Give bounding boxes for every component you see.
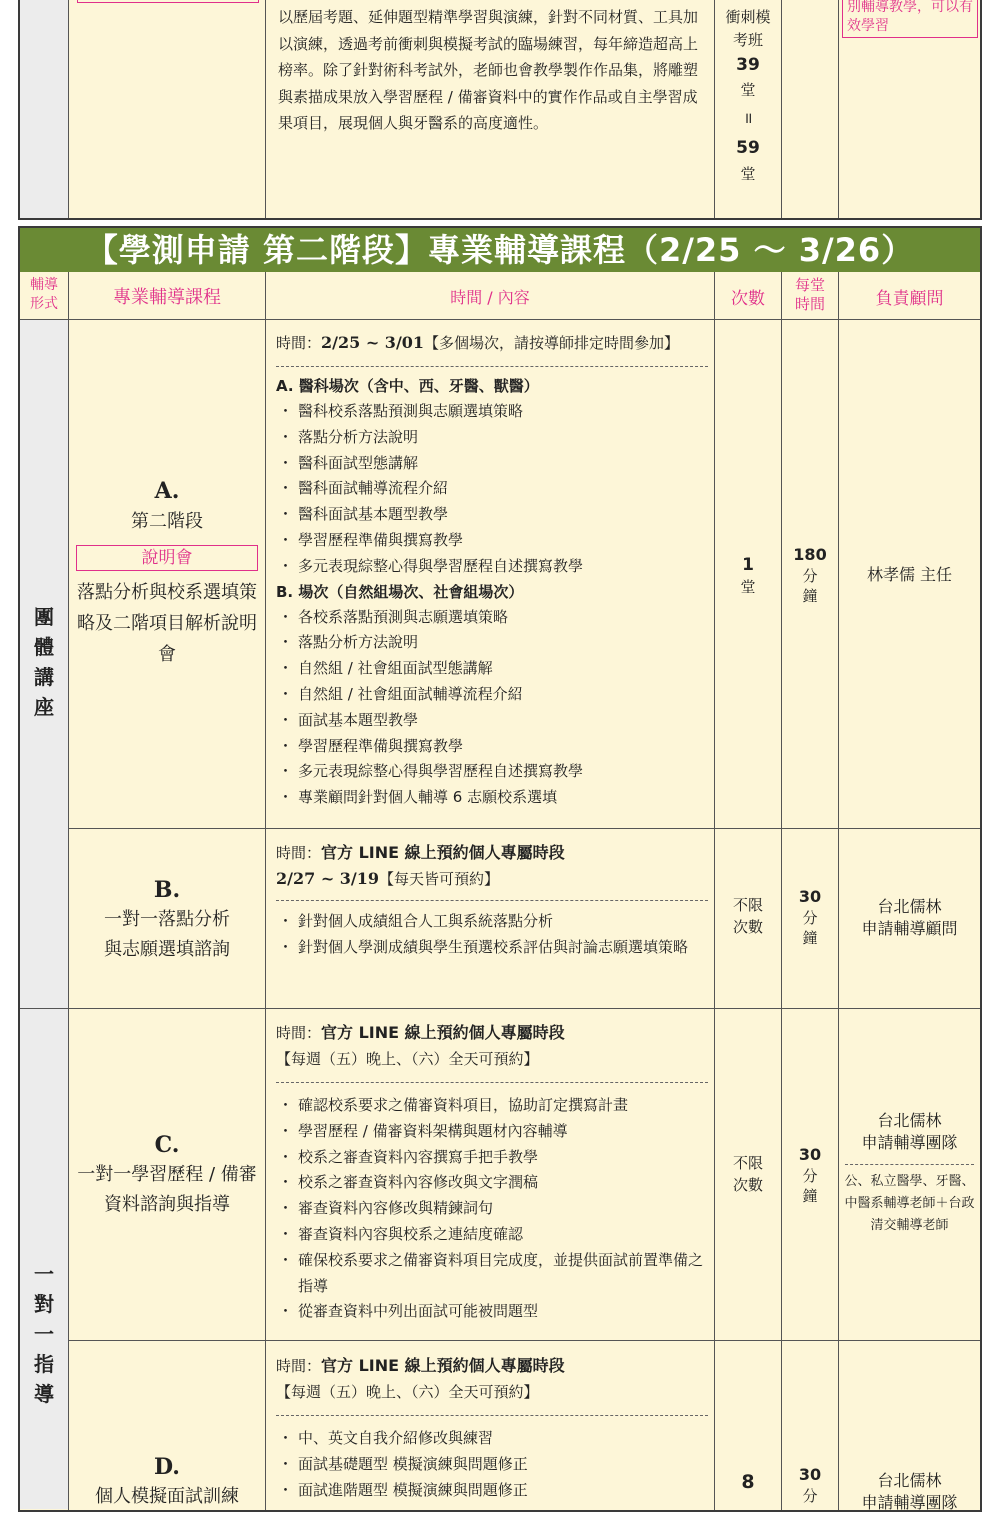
list-item: ・ 針對個人成績組合人工與系統落點分析 bbox=[276, 909, 708, 935]
group-lecture-label: 團體講座 bbox=[34, 605, 54, 719]
list-item: ・ 專業顧問針對個人輔導 6 志願校系選填 bbox=[276, 785, 708, 811]
course-a-list-general bbox=[276, 605, 708, 811]
course-a: A. 第二階段 說明會 落點分析與校系選填策略及二階項目解析說明會 bbox=[77, 478, 257, 665]
one-on-one-cell bbox=[20, 1009, 68, 1509]
course-d-count: 8 bbox=[741, 1471, 755, 1493]
course-d-advisor: 台北儒林 申請輔導團隊 bbox=[861, 1471, 958, 1512]
list-item: ・ 各校系落點預測與志願選填策略 bbox=[276, 605, 708, 631]
list-item: ・ 學習歷程準備與撰寫教學 bbox=[276, 528, 708, 554]
course-c-list bbox=[276, 1093, 708, 1325]
top-form-cell bbox=[20, 0, 68, 218]
course-a-advisor: 林孝儒 主任 bbox=[866, 565, 953, 584]
list-item: ・ 多元表現綜整心得與學習歷程自述撰寫教學 bbox=[276, 554, 708, 580]
top-course-cell bbox=[69, 0, 265, 218]
top-course-badge bbox=[77, 0, 259, 3]
list-item: ・ 面試進階題型 模擬演練與問題修正 bbox=[276, 1478, 708, 1504]
list-item: ・ 自然組 / 社會組面試輔導流程介紹 bbox=[276, 682, 708, 708]
col-form-header: 輔導形式 bbox=[30, 277, 58, 312]
list-item: ・ 學習歷程 / 備審資料架構與題材內容輔導 bbox=[276, 1119, 708, 1145]
col-count-header: 次數 bbox=[731, 289, 765, 309]
top-description: 以歷屆考題、延伸題型精準學習與演練，針對不同材質、工具加以演練，透過考前衝刺與模擬考試的臨場練習，每年締造超高上榜率。除了針對術科考試外，老師也會教學製作作品集，將雕塑與素描成果放入學習歷程 / 備審資料中的實作作品或自主學習成果項目，展現個人與牙醫系的高度適性。 bbox=[278, 8, 699, 132]
course-a-count: 1 堂 bbox=[740, 555, 756, 596]
col-content-header: 時間 / 內容 bbox=[450, 288, 530, 307]
course-c-duration: 30 分 鐘 bbox=[798, 1145, 822, 1205]
list-item: ・ 面試基礎題型 模擬演練與問題修正 bbox=[276, 1452, 708, 1478]
course-a-content: 時間：2/25 ~ 3/01【多個場次，請按導師排定時間參加】 A. 醫科場次（含中、西、牙醫、獸醫） ・ 醫科校系落點預測與志願選填策略 ・ 落點分析方法說明 ・ 醫科面試型態講解 ・ 醫科面試輔導流程介紹 ・ 醫科面試基本題型教學 ・ 學習歷程準備與撰寫教學 ・ 多元表現綜整心得與學習歷程自述撰寫教學 B. 場次（自然組場次、社會組場次） ・ 各校系落點預測與志願選填策略 ・ 落點分析方法說明 ・ 自然組 / 社會組面試型態講解 ・ 自然組 / 社會組面試輔導流程介紹 ・ 面試基本題型教學 ・ 學習歷程準備與撰寫教學 ・ 多元表現綜整心得與學習歷程自述撰寫教學 ・ 專業顧問針對個人輔導 6 志願校系選填 bbox=[276, 330, 708, 811]
course-c: C. 一對一學習歷程 / 備審資料諮詢與指導 bbox=[77, 1132, 257, 1215]
list-item: ・ 審查資料內容與校系之連結度確認 bbox=[276, 1222, 708, 1248]
course-c-count: 不限 次數 bbox=[732, 1154, 763, 1194]
list-item: ・ 面試基本題型教學 bbox=[276, 708, 708, 734]
course-d-duration: 30 分 bbox=[798, 1465, 822, 1505]
list-item: ・ 落點分析方法說明 bbox=[276, 630, 708, 656]
course-a-badge: 說明會 bbox=[76, 545, 258, 571]
list-item: ・ 針對個人學測成績與學生預選校系評估與討論志願選填策略 bbox=[276, 935, 708, 961]
list-item: ・ 校系之審查資料內容修改與文字潤稿 bbox=[276, 1170, 708, 1196]
group-lecture-cell bbox=[20, 320, 68, 1008]
course-a-duration: 180 分 鐘 bbox=[793, 545, 827, 605]
course-a-list-medical bbox=[276, 399, 708, 580]
course-b-duration: 30 分 鐘 bbox=[798, 887, 822, 947]
course-c-advisor: 台北儒林 申請輔導團隊 公、私立醫學、牙醫、中醫系輔導老師＋台政清交輔導老師 bbox=[839, 1110, 980, 1237]
top-course-table bbox=[18, 0, 982, 220]
list-item: ・ 中、英文自我介紹修改與練習 bbox=[276, 1426, 708, 1452]
top-advisor-note: 別輔導教學，可以有效學習 bbox=[842, 0, 978, 38]
course-b-list bbox=[276, 909, 708, 961]
list-item: ・ 醫科校系落點預測與志願選填策略 bbox=[276, 399, 708, 425]
course-b-count: 不限 次數 bbox=[732, 896, 763, 936]
col-course-header: 專業輔導課程 bbox=[113, 287, 221, 308]
list-item: ・ 學習歷程準備與撰寫教學 bbox=[276, 734, 708, 760]
course-d: D. 個人模擬面試訓練 bbox=[95, 1454, 239, 1507]
course-b-advisor: 台北儒林 申請輔導顧問 bbox=[861, 897, 958, 938]
col-duration-header: 每堂時間 bbox=[794, 276, 825, 313]
course-d-content: 時間：官方 LINE 線上預約個人專屬時段 【每週（五）晚上、（六）全天可預約】 ・ 中、英文自我介紹修改與練習 ・ 面試基礎題型 模擬演練與問題修正 ・ 面試進階題型 模擬演練與問題修正 bbox=[276, 1353, 708, 1503]
list-item: ・ 落點分析方法說明 bbox=[276, 425, 708, 451]
section-title: 【學測申請 第二階段】專業輔導課程（2/25 ～ 3/26） bbox=[85, 231, 915, 269]
col-advisor-header: 負責顧問 bbox=[875, 289, 944, 309]
course-c-content: 時間：官方 LINE 線上預約個人專屬時段 【每週（五）晚上、（六）全天可預約】 ・ 確認校系要求之備審資料項目，協助訂定撰寫計畫 ・ 學習歷程 / 備審資料架構與題材內容輔導 ・ 校系之審查資料內容撰寫手把手教學 ・ 校系之審查資料內容修改與文字潤稿 ・ 審查資料內容修改與精鍊詞句 ・ 審查資料內容與校系之連結度確認 ・ 確保校系要求之備審資料項目完成度，並提供面試前置準備之指導 ・ 從審查資料中列出面試可能被問題型 bbox=[276, 1020, 708, 1325]
course-b: B. 一對一落點分析 與志願選填諮詢 bbox=[104, 877, 230, 960]
list-item: ・ 從審查資料中列出面試可能被問題型 bbox=[276, 1299, 708, 1325]
list-item: ・ 審查資料內容修改與精鍊詞句 bbox=[276, 1196, 708, 1222]
one-on-one-label: 一對一指導 bbox=[34, 1262, 54, 1406]
list-item: ・ 確認校系要求之備審資料項目，協助訂定撰寫計畫 bbox=[276, 1093, 708, 1119]
list-item: ・ 確保校系要求之備審資料項目完成度，並提供面試前置準備之指導 bbox=[276, 1248, 708, 1300]
list-item: ・ 醫科面試輔導流程介紹 bbox=[276, 476, 708, 502]
section-title-bar bbox=[18, 226, 982, 274]
course-d-list bbox=[276, 1426, 708, 1503]
list-item: ・ 多元表現綜整心得與學習歷程自述撰寫教學 bbox=[276, 759, 708, 785]
list-item: ・ 醫科面試基本題型教學 bbox=[276, 502, 708, 528]
course-b-content: 時間：官方 LINE 線上預約個人專屬時段 2/27 ~ 3/19【每天皆可預約】 ・ 針對個人成績組合人工與系統落點分析 ・ 針對個人學測成績與學生預選校系評估與討論志願選填策略 bbox=[276, 840, 708, 961]
top-sessions: 衝刺模考班 39 堂 ॥ 59 堂 bbox=[725, 8, 771, 183]
list-item: ・ 校系之審查資料內容撰寫手把手教學 bbox=[276, 1145, 708, 1171]
course-c-advisor-note: 公、私立醫學、牙醫、中醫系輔導老師＋台政清交輔導老師 bbox=[844, 1174, 975, 1233]
list-item: ・ 自然組 / 社會組面試型態講解 bbox=[276, 656, 708, 682]
list-item: ・ 醫科面試型態講解 bbox=[276, 451, 708, 477]
second-stage-table bbox=[18, 272, 982, 1512]
